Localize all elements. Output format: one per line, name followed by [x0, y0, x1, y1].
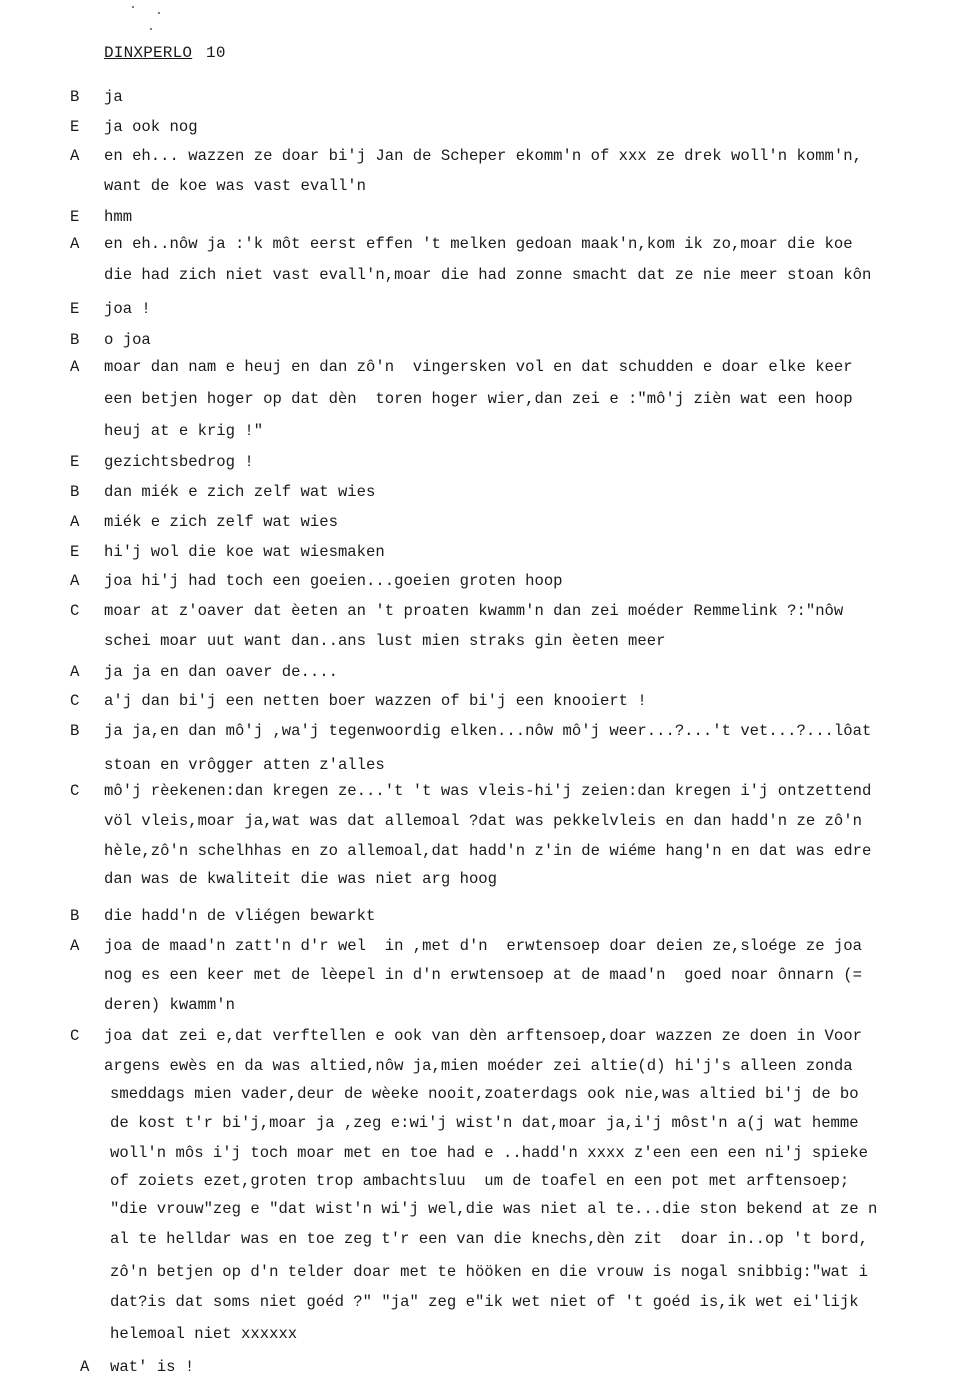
transcript-line: völ vleis,moar ja,wat was dat allemoal ?dat was pekkelvleis en dan hadd'n ze zô'n — [104, 812, 862, 830]
speaker-label: A — [80, 1358, 90, 1376]
speaker-label: A — [70, 513, 80, 531]
transcript-line: mô'j rèekenen:dan kregen ze...'t 't was vleis-hi'j zeien:dan kregen i'j ontzettend — [104, 782, 872, 800]
speaker-label: C — [70, 1027, 80, 1045]
transcript-line: die had zich niet vast evall'n,moar die had zonne smacht dat ze nie meer stoan kôn — [104, 266, 872, 284]
speaker-label: B — [70, 722, 80, 740]
transcript-line: woll'n môs i'j toch moar met en toe had e ..hadd'n xxxx z'een een een ni'j spieke — [110, 1144, 868, 1162]
speaker-label: B — [70, 331, 80, 349]
speaker-label: A — [70, 358, 80, 376]
speaker-label: E — [70, 118, 80, 136]
transcript-line: ja — [104, 88, 123, 106]
transcript-line: argens ewès en da was altied,nôw ja,mien moéder zei altie(d) hi'j's alleen zonda — [104, 1057, 853, 1075]
transcript-line: gezichtsbedrog ! — [104, 453, 254, 471]
transcript-line: nog es een keer met de lèepel in d'n erwtensoep at de maad'n goed noar ônnarn (= — [104, 966, 862, 984]
transcript-line: een betjen hoger op dat dèn toren hoger wier,dan zei e :"mô'j zièn wat een hoop — [104, 390, 853, 408]
speaker-label: A — [70, 663, 80, 681]
speaker-label: C — [70, 692, 80, 710]
transcript-line: schei moar uut want dan..ans lust mien straks gin èeten meer — [104, 632, 666, 650]
transcript-line: joa dat zei e,dat verftellen e ook van dèn arftensoep,doar wazzen ze doen in Voor — [104, 1027, 862, 1045]
page-number: 10 — [206, 44, 226, 62]
transcript-line: o joa — [104, 331, 151, 349]
scan-speck — [132, 6, 134, 8]
speaker-label: E — [70, 300, 80, 318]
page-header — [104, 44, 226, 62]
transcript-line: ja ja en dan oaver de.... — [104, 663, 338, 681]
transcript-line: ja ook nog — [104, 118, 198, 136]
transcript-line: helemoal niet xxxxxx — [110, 1325, 298, 1343]
transcript-line: die hadd'n de vliégen bewarkt — [104, 907, 376, 925]
transcript-line: smeddags mien vader,deur de wèeke nooit,zoaterdags ook nie,was altied bi'j de bo — [110, 1085, 859, 1103]
transcript-line: al te helldar was en toe zeg t'r een van die knechs,dèn zit doar in..op 't bord, — [110, 1230, 868, 1248]
transcript-line: moar at z'oaver dat èeten an 't proaten kwamm'n dan zei moéder Remmelink ?:"nôw — [104, 602, 844, 620]
speaker-label: E — [70, 208, 80, 226]
speaker-label: B — [70, 483, 80, 501]
transcript-line: dat?is dat soms niet goéd ?" "ja" zeg e"ik wet niet of 't goéd is,ik wet ei'lijk — [110, 1293, 859, 1311]
transcript-line: deren) kwamm'n — [104, 996, 236, 1014]
transcript-line: moar dan nam e heuj en dan zô'n vingersken vol en dat schudden e doar elke keer — [104, 358, 853, 376]
transcript-line: de kost t'r bi'j,moar ja ,zeg e:wi'j wist'n dat,moar ja,i'j môst'n a(j wat hemme — [110, 1114, 859, 1132]
transcript-line: wat' is ! — [110, 1358, 195, 1376]
transcript-line: hèle,zô'n schelhhas en zo allemoal,dat hadd'n z'in de wiéme hang'n en dat was edre — [104, 842, 872, 860]
transcript-line: want de koe was vast evall'n — [104, 177, 367, 195]
speaker-label: A — [70, 937, 80, 955]
transcript-line: of zoiets ezet,groten trop ambachtsluu um de toafel en een pot met arftensoep; — [110, 1172, 850, 1190]
scan-speck — [150, 28, 152, 30]
transcript-line: "die vrouw"zeg e "dat wist'n wi'j wel,die was niet al te...die ston bekend at ze n — [110, 1200, 878, 1218]
transcript-line: en eh..nôw ja :'k môt eerst effen 't melken gedoan maak'n,kom ik zo,moar die koe — [104, 235, 853, 253]
speaker-label: E — [70, 453, 80, 471]
transcript-line: dan miék e zich zelf wat wies — [104, 483, 376, 501]
transcript-line: dan was de kwaliteit die was niet arg hoog — [104, 870, 498, 888]
speaker-label: E — [70, 543, 80, 561]
speaker-label: C — [70, 602, 80, 620]
speaker-label: A — [70, 572, 80, 590]
speaker-label: A — [70, 147, 80, 165]
document-title: DINXPERLO — [104, 44, 193, 62]
speaker-label: B — [70, 907, 80, 925]
transcript-line: a'j dan bi'j een netten boer wazzen of bi'j een knooiert ! — [104, 692, 647, 710]
speaker-label: B — [70, 88, 80, 106]
transcript-line: miék e zich zelf wat wies — [104, 513, 338, 531]
transcript-line: joa de maad'n zatt'n d'r wel in ,met d'n erwtensoep doar deien ze,sloége ze joa — [104, 937, 862, 955]
transcript-line: ja ja,en dan mô'j ,wa'j tegenwoordig elken...nôw mô'j weer...?...'t vet...?...lôat — [104, 722, 872, 740]
transcript-line: hmm — [104, 208, 133, 226]
transcript-line: joa ! — [104, 300, 151, 318]
speaker-label: A — [70, 235, 80, 253]
transcript-line: hi'j wol die koe wat wiesmaken — [104, 543, 385, 561]
transcript-line: heuj at e krig !" — [104, 422, 264, 440]
transcript-line: en eh... wazzen ze doar bi'j Jan de Scheper ekomm'n of xxx ze drek woll'n komm'n, — [104, 147, 862, 165]
transcript-line: joa hi'j had toch een goeien...goeien groten hoop — [104, 572, 563, 590]
scan-speck — [158, 12, 160, 14]
speaker-label: C — [70, 782, 80, 800]
transcript-line: stoan en vrôgger atten z'alles — [104, 756, 385, 774]
transcript-line: zô'n betjen op d'n telder doar met te hööken en die vrouw is nogal snibbig:"wat i — [110, 1263, 868, 1281]
